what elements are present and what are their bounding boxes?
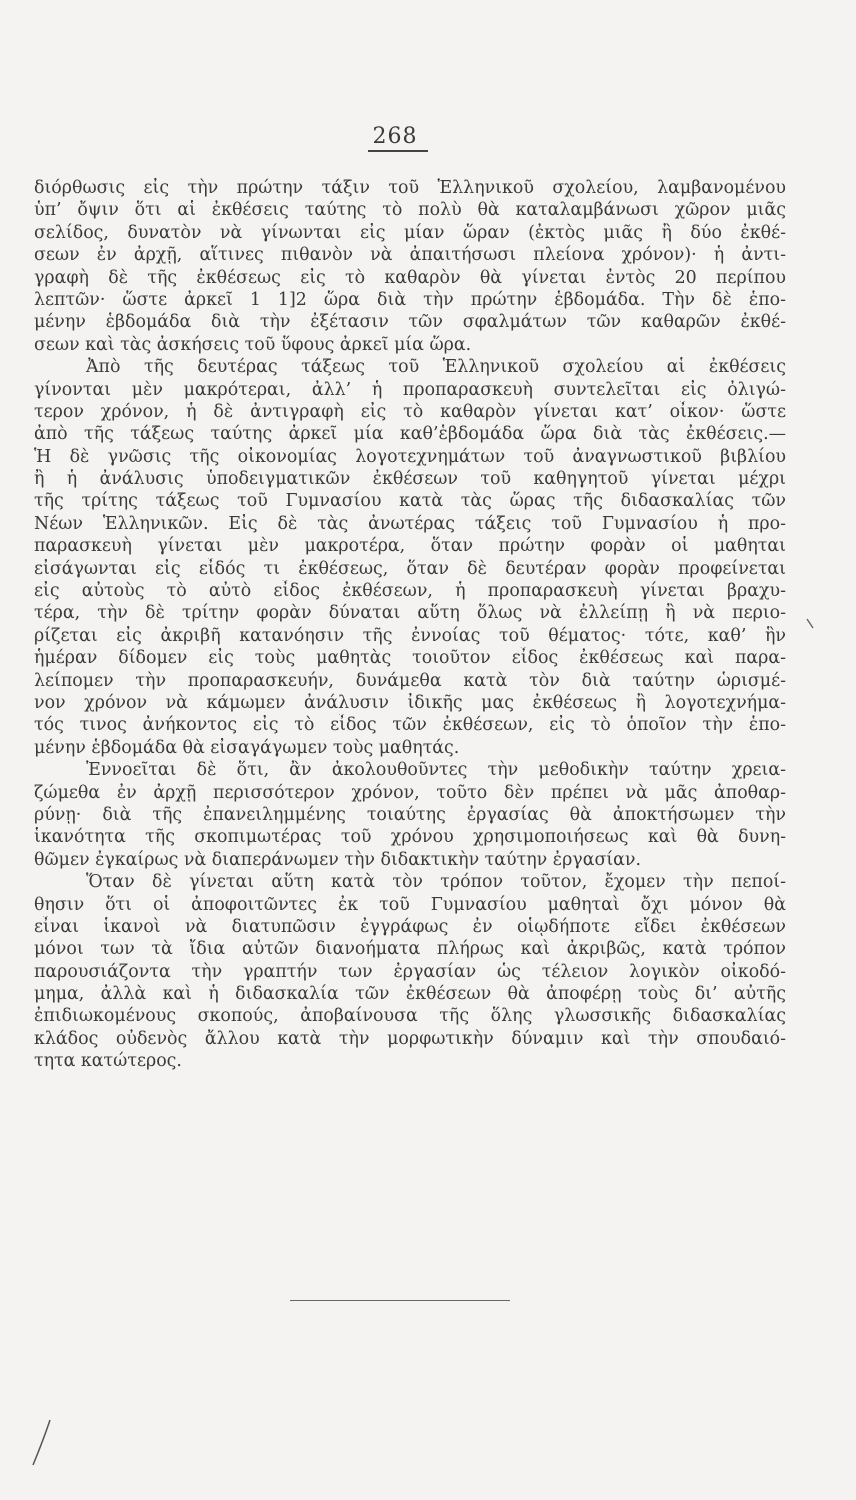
footer-rule [290,1300,510,1301]
text-line: εἶναι ἱκανοὶ νὰ διατυπῶσιν ἐγγράφως ἐν οἱῳδήποτε εἴδει ἐκθέσεων [34,916,786,937]
text-line: γίνονται μὲν μακρότεραι, ἀλλ’ ἡ προπαρασκευὴ συντελεῖται εἰς ὀλιγώ- [34,379,786,400]
text-line: σεων ἐν ἀρχῇ, αἵτινες πιθανὸν νὰ ἀπαιτήσωσι πλείονα χρόνον)· ἡ ἀντι- [34,245,786,266]
text-line: ρύνῃ· διὰ τῆς ἐπανειλημμένης τοιαύτης ἐργασίας θὰ ἀποκτήσωμεν τὴν [34,804,786,825]
text-line: μένην ἑβδομάδα θὰ εἰσαγάγωμεν τοὺς μαθητάς. [34,737,460,758]
text-line: Νέων Ἑλληνικῶν. Εἰς δὲ τὰς ἀνωτέρας τάξεις τοῦ Γυμνασίου ἡ προ- [34,513,786,534]
text-line: θησιν ὅτι οἱ ἀποφοιτῶντες ἐκ τοῦ Γυμνασίου μαθηταὶ ὄχι μόνον θὰ [34,894,786,915]
text-line: μένην ἑβδομάδα διὰ τὴν ἐξέτασιν τῶν σφαλμάτων τῶν καθαρῶν ἐκθέ- [34,312,786,333]
text-line: τός τινος ἀνήκοντος εἰς τὸ εἶδος τῶν ἐκθέσεων, εἰς τὸ ὁποῖον τὴν ἑπο- [34,715,786,736]
text-line: Ὅταν δὲ γίνεται αὕτη κατὰ τὸν τρόπον τοῦτον, ἔχομεν τὴν πεποί- [86,872,786,893]
text-line: λείπομεν τὴν προπαρασκευήν, δυνάμεθα κατὰ τὸν διὰ ταύτην ὡρισμέ- [34,670,786,691]
body-text [34,177,786,1073]
text-line: μόνοι των τὰ ἴδια αὐτῶν διανοήματα πλήρως καὶ ἀκριβῶς, κατὰ τρόπον [34,939,786,960]
text-line: Ἡ δὲ γνῶσις τῆς οἰκονομίας λογοτεχνημάτων τοῦ ἀναγνωστικοῦ βιβλίου [34,446,786,467]
text-line: ἢ ἡ ἀνάλυσις ὑποδειγματικῶν ἐκθέσεων τοῦ καθηγητοῦ γίνεται μέχρι [34,469,786,490]
header-rule [368,150,428,152]
text-line: εἰς αὐτοὺς τὸ αὐτὸ εἶδος ἐκθέσεων, ἡ προπαρασκευὴ γίνεται βραχυ- [34,581,786,602]
text-line: Ἀπὸ τῆς δευτέρας τάξεως τοῦ Ἑλληνικοῦ σχολείου αἱ ἐκθέσεις [86,357,786,378]
text-line: κλάδος οὐδενὸς ἄλλου κατὰ τὴν μορφωτικὴν δύναμιν καὶ τὴν σπουδαιό- [34,1028,786,1049]
text-line: εἰσάγωνται εἰς εἶδός τι ἐκθέσεως, ὅταν δὲ δευτέραν φορὰν προφείνεται [34,558,786,579]
text-line: μημα, ἀλλὰ καὶ ἡ διδασκαλία τῶν ἐκθέσεων θὰ ἀποφέρῃ τοὺς δι’ αὐτῆς [34,984,786,1005]
text-line: παρουσιάζοντα τὴν γραπτήν των ἐργασίαν ὡς τέλειον λογικὸν οἰκοδό- [34,961,786,982]
text-line: Ἐννοεῖται δὲ ὅτι, ἂν ἀκολουθοῦντες τὴν μεθοδικὴν ταύτην χρεια- [86,760,786,781]
text-line: ἡμέραν δίδομεν εἰς τοὺς μαθητὰς τοιοῦτον εἶδος ἐκθέσεως καὶ παρα- [34,648,786,669]
text-line: σεων καὶ τὰς ἀσκήσεις τοῦ ὕφους ἀρκεῖ μία ὥρα. [34,334,472,355]
text-line: γραφὴ δὲ τῆς ἐκθέσεως εἰς τὸ καθαρὸν θὰ γίνεται ἐντὸς 20 περίπου [34,267,786,288]
margin-tick-mark [806,617,816,631]
text-line: παρασκευὴ γίνεται μὲν μακροτέρα, ὅταν πρώτην φορὰν οἱ μαθηται [34,536,786,557]
text-line: διόρθωσις εἰς τὴν πρώτην τάξιν τοῦ Ἑλληνικοῦ σχολείου, λαμβανομένου [34,178,786,198]
pen-stroke-mark [30,1418,54,1468]
text-line: ὑπ’ ὄψιν ὅτι αἱ ἐκθέσεις ταύτης τὸ πολὺ θὰ καταλαμβάνωσι χῶρον μιᾶς [34,200,786,221]
text-line: τητα κατώτερος. [34,1051,182,1072]
page-number: 268 [372,124,418,149]
text-line: ἀπὸ τῆς τάξεως ταύτης ἀρκεῖ μία καθ’ἑβδομάδα ὥρα διὰ τὰς ἐκθέσεις.— [34,424,786,445]
text-line: ἱκανότητα τῆς σκοπιμωτέρας τοῦ χρόνου χρησιμοποιήσεως καὶ θὰ δυνη- [34,827,786,848]
text-line: νον χρόνον νὰ κάμωμεν ἀνάλυσιν ἰδικῆς μας ἐκθέσεως ἢ λογοτεχνήμα- [34,692,786,713]
text-line: σελίδος, δυνατὸν νὰ γίνωνται εἰς μίαν ὥραν (ἐκτὸς μιᾶς ἢ δύο ἐκθέ- [34,222,786,243]
text-line: λεπτῶν· ὥστε ἀρκεῖ 1 1]2 ὥρα διὰ τὴν πρώτην ἑβδομάδα. Τὴν δὲ ἑπο- [34,289,786,310]
text-line: ζώμεθα ἐν ἀρχῇ περισσότερον χρόνον, τοῦτο δὲν πρέπει νὰ μᾶς ἀποθαρ- [34,782,786,803]
text-line: ἐπιδιωκομένους σκοπούς, ἀποβαίνουσα τῆς ὅλης γλωσσικῆς διδασκαλίας [34,1006,786,1027]
text-line: τῆς τρίτης τάξεως τοῦ Γυμνασίου κατὰ τὰς ὥρας τῆς διδασκαλίας τῶν [34,491,786,512]
text-line: θῶμεν ἐγκαίρως νὰ διαπεράνωμεν τὴν διδακτικὴν ταύτην ἐργασίαν. [34,849,641,870]
text-line: τέρα, τὴν δὲ τρίτην φορὰν δύναται αὕτη ὅλως νὰ ἐλλείπῃ ἢ νὰ περιο- [34,603,786,624]
text-line: τερον χρόνον, ἡ δὲ ἀντιγραφὴ εἰς τὸ καθαρὸν γίνεται κατ’ οἶκον· ὥστε [34,401,786,422]
text-line: ρίζεται εἰς ἀκριβῆ κατανόησιν τῆς ἐννοίας τοῦ θέματος· τότε, καθ’ ἣν [34,625,786,646]
